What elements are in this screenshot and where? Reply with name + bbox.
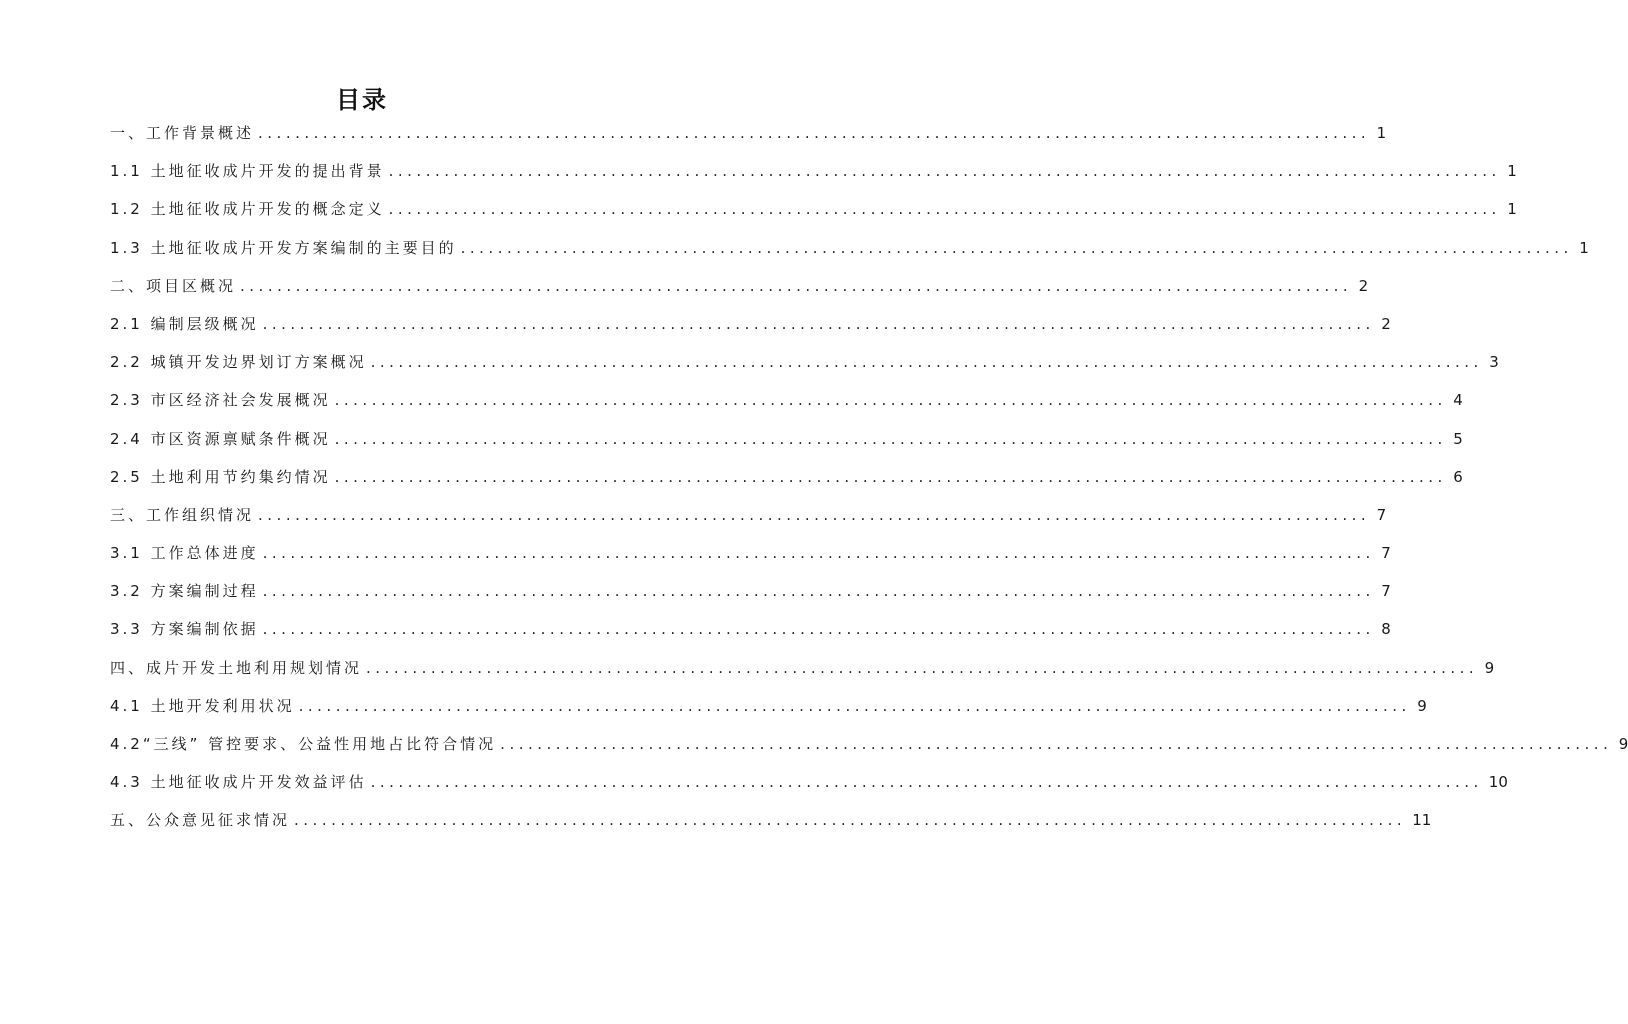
toc-entry[interactable] bbox=[110, 385, 1463, 423]
toc-entry[interactable] bbox=[110, 729, 1628, 767]
toc-entry-label: 4.1 土地开发利用状况 bbox=[110, 696, 295, 715]
toc-entry[interactable] bbox=[110, 767, 1508, 805]
toc-page-number: 7 bbox=[1376, 505, 1387, 524]
toc-dot-leader: ........................................................................................................................ bbox=[258, 124, 1371, 142]
toc-entry[interactable] bbox=[110, 538, 1391, 576]
toc-entry-label: 二、项目区概况 bbox=[110, 276, 237, 295]
toc-entry[interactable] bbox=[110, 576, 1391, 614]
toc-entry[interactable] bbox=[110, 233, 1589, 271]
toc-entry[interactable] bbox=[110, 462, 1463, 500]
toc-entry-label: 2.4 市区资源禀赋条件概况 bbox=[110, 429, 331, 448]
toc-entry[interactable] bbox=[110, 805, 1432, 843]
toc-page-number: 1 bbox=[1579, 238, 1589, 257]
toc-entry-label: 2.1 编制层级概况 bbox=[110, 314, 259, 333]
toc-entry-label: 三、工作组织情况 bbox=[110, 505, 255, 524]
toc-entry-label: 2.5 土地利用节约集约情况 bbox=[110, 467, 331, 486]
toc-page-number: 1 bbox=[1507, 162, 1517, 181]
toc-page-number: 1 bbox=[1507, 200, 1517, 219]
toc-entry-label: 一、工作背景概述 bbox=[110, 124, 255, 142]
toc-dot-leader: ........................................................................................................................ bbox=[298, 696, 1411, 715]
toc-entry[interactable] bbox=[110, 194, 1517, 232]
toc-entry-label: 4.2“三线” 管控要求、公益性用地占比符合情况 bbox=[110, 735, 497, 753]
toc-dot-leader: ........................................................................................................................ bbox=[294, 811, 1407, 830]
toc-dot-leader: ........................................................................................................................ bbox=[334, 429, 1447, 448]
toc-page-number: 2 bbox=[1381, 314, 1391, 333]
toc-entry-label: 1.2 土地征收成片开发的概念定义 bbox=[110, 200, 385, 219]
toc-dot-leader: ........................................................................................................................ bbox=[388, 162, 1501, 181]
toc-page-number: 10 bbox=[1488, 773, 1508, 792]
toc-dot-leader: ........................................................................................................................ bbox=[500, 735, 1613, 753]
toc-entry[interactable] bbox=[110, 347, 1499, 385]
toc-dot-leader: ........................................................................................................................ bbox=[334, 467, 1447, 486]
toc-entry-label: 4.3 土地征收成片开发效益评估 bbox=[110, 773, 367, 792]
toc-page-number: 3 bbox=[1489, 353, 1499, 372]
toc-page-number: 9 bbox=[1484, 658, 1495, 677]
toc-dot-leader: ........................................................................................................................ bbox=[262, 582, 1375, 601]
toc-dot-leader: ........................................................................................................................ bbox=[262, 620, 1375, 639]
toc-dot-leader: ........................................................................................................................ bbox=[258, 505, 1371, 524]
toc-entry-label: 2.2 城镇开发边界划订方案概况 bbox=[110, 353, 367, 372]
toc-page-number: 7 bbox=[1381, 582, 1391, 601]
toc-page-number: 5 bbox=[1453, 429, 1463, 448]
page-title: 目录 bbox=[336, 86, 388, 114]
toc-dot-leader: ........................................................................................................................ bbox=[366, 658, 1479, 677]
toc-entry[interactable] bbox=[110, 118, 1387, 156]
toc-entry[interactable] bbox=[110, 614, 1391, 652]
toc-entry-label: 3.2 方案编制过程 bbox=[110, 582, 259, 601]
toc-dot-leader: ........................................................................................................................ bbox=[460, 238, 1573, 257]
toc-dot-leader: ........................................................................................................................ bbox=[388, 200, 1501, 219]
toc-entry-label: 3.1 工作总体进度 bbox=[110, 544, 259, 563]
toc-page-number: 4 bbox=[1453, 391, 1463, 410]
toc-entry[interactable] bbox=[110, 271, 1369, 309]
toc-page-number: 1 bbox=[1376, 124, 1387, 142]
toc-page-number: 2 bbox=[1358, 276, 1369, 295]
toc-page-number: 6 bbox=[1453, 467, 1463, 486]
toc-entry-label: 1.1 土地征收成片开发的提出背景 bbox=[110, 162, 385, 181]
toc-dot-leader: ........................................................................................................................ bbox=[370, 773, 1483, 792]
toc-entry[interactable] bbox=[110, 653, 1495, 691]
toc-dot-leader: ........................................................................................................................ bbox=[262, 314, 1375, 333]
toc-dot-leader: ........................................................................................................................ bbox=[370, 353, 1483, 372]
toc-page-number: 7 bbox=[1381, 544, 1391, 563]
toc-entry-label: 四、成片开发土地利用规划情况 bbox=[110, 658, 363, 677]
toc-dot-leader: ........................................................................................................................ bbox=[262, 544, 1375, 563]
toc-entry-label: 1.3 土地征收成片开发方案编制的主要目的 bbox=[110, 238, 457, 257]
toc-page-number: 11 bbox=[1412, 811, 1432, 830]
toc-page-number: 9 bbox=[1417, 696, 1427, 715]
toc-page-number: 8 bbox=[1381, 620, 1391, 639]
toc-entry[interactable] bbox=[110, 424, 1463, 462]
toc-entry-label: 五、公众意见征求情况 bbox=[110, 811, 291, 830]
toc-entry[interactable] bbox=[110, 156, 1517, 194]
toc-dot-leader: ........................................................................................................................ bbox=[334, 391, 1447, 410]
toc-entry[interactable] bbox=[110, 500, 1387, 538]
toc-page-number: 9 bbox=[1618, 735, 1628, 753]
table-of-contents bbox=[110, 118, 1628, 844]
toc-dot-leader: ........................................................................................................................ bbox=[240, 276, 1353, 295]
toc-entry-label: 3.3 方案编制依据 bbox=[110, 620, 259, 639]
toc-entry-label: 2.3 市区经济社会发展概况 bbox=[110, 391, 331, 410]
toc-entry[interactable] bbox=[110, 309, 1391, 347]
toc-entry[interactable] bbox=[110, 691, 1427, 729]
